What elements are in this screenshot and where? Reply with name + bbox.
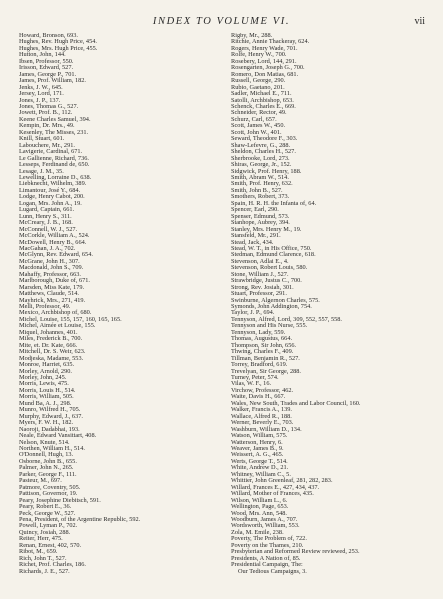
index-entry: Quincy, Josiah, 288. — [19, 528, 71, 536]
index-entry: Ribot, M., 659. — [19, 548, 58, 556]
index-entry: Presidential Campaign, The: — [231, 561, 303, 569]
index-entry: Poverty, The Problem of, 722. — [231, 535, 307, 543]
index-entry: McGrane, John H., 307. — [19, 257, 80, 265]
index-entry: Liebknecht, Wilhelm, 389. — [19, 180, 87, 188]
index-entry: Turney, Peter, 574. — [231, 374, 279, 382]
index-entry: Thompson, Sir John, 656. — [231, 341, 297, 349]
index-entry: Monroe, Harriet, 635. — [19, 361, 75, 369]
index-entry: O'Donnell, Hugh, 13. — [19, 451, 74, 459]
index-entry: Schenck, Charles E., 669. — [231, 102, 296, 110]
index-entry: Tennyson and His Nurse, 555. — [231, 322, 308, 330]
index-entry: Rosebery, Lord, 144, 291. — [231, 57, 297, 65]
index-entry: Lesseps, Ferdinand de, 650. — [19, 161, 90, 169]
index-entry: Jowett, Prof. B., 112. — [19, 109, 73, 117]
index-entry: Schurz, Carl, 657. — [231, 115, 277, 123]
index-entry: Ibsen, Professor, 550. — [19, 57, 74, 65]
index-entry: Matthews, Claude, 514. — [19, 290, 79, 298]
index-entry: Mund Ba, A. J., 298. — [19, 399, 72, 407]
index-entry: Hutton, John, 144. — [19, 51, 66, 59]
index-entry: Kempin, Dr. Mrs., 49. — [19, 122, 75, 130]
index-entry: Trevelyan, Sir George, 288. — [231, 367, 301, 375]
index-entry: Stone, William J., 527. — [231, 270, 289, 278]
index-entry: Stead, W. T., in His Office, 750. — [231, 244, 312, 252]
index-entry: Sidgwick, Prof. Henry, 188. — [231, 167, 302, 175]
index-entry: McCreary, J. B., 168. — [19, 219, 73, 227]
index-entry: Tennyson, Alfred, Lord, 309, 552, 557, 558. — [231, 315, 342, 323]
index-entry: Pena, President, of the Argentine Republic, 592. — [19, 515, 141, 523]
index-entry: Shaw-Lefevre, G., 288. — [231, 141, 291, 149]
index-entry: Morris, Lewis, 475. — [19, 380, 69, 388]
index-entry: Tennyson, Lady, 559. — [231, 328, 286, 336]
index-entry: Seward, Theodore F., 303. — [231, 135, 298, 143]
index-entry: MacGahan, J. A., 702. — [19, 244, 76, 252]
index-entry: Lunn, Henry S., 311. — [19, 212, 72, 220]
index-entry: Rich, John T., 527. — [19, 554, 67, 562]
index-entry: Smith, Prof. Henry, 632. — [231, 180, 293, 188]
index-entry: Woodburn, James A., 707. — [231, 515, 298, 523]
index-entry: Lesage, J. M., 35. — [19, 167, 64, 175]
index-entry: Walker, Francis A., 139. — [231, 406, 292, 414]
index-entry: James, George P., 701. — [19, 70, 77, 78]
index-entry: Presbyterian and Reformed Review reviewed, 253. — [231, 548, 360, 556]
index-entry: Irisson, Edward, 527. — [19, 64, 74, 72]
index-entry: Hughes, Rev. Hugh Price, 454. — [19, 38, 97, 46]
index-entry: Knill, Stuart, 601. — [19, 135, 65, 143]
index-entry: Peary, Josephine Diebitsch, 591. — [19, 496, 101, 504]
index-entry: Schneider, Rector, 49. — [231, 109, 287, 117]
index-entry: Osborne, John B., 655. — [19, 457, 77, 465]
index-entry: Reiter, Herr, 475. — [19, 535, 63, 543]
index-entry: Wellington, Page, 653. — [231, 503, 289, 511]
index-entry: Watson, William, 575. — [231, 432, 288, 440]
index-entry: Keene Charles Samuel, 394. — [19, 115, 91, 123]
index-entry: Scott, John W., 401. — [231, 128, 282, 136]
index-entry: Torrey, Bradford, 619. — [231, 361, 288, 369]
index-entry: Hughes, Mrs. Hugh Price, 455. — [19, 44, 98, 52]
index-entry: Mayhrick, Mrs., 271, 419. — [19, 296, 86, 304]
index-entry: Willard, Mother of Frances, 435. — [231, 490, 314, 498]
index-entry: Mahaffy, Professor, 663. — [19, 270, 82, 278]
index-entry: McCorkle, William A., 524. — [19, 232, 90, 240]
index-entry: Smothers, Robert, 373. — [231, 193, 290, 201]
index-entry: Renan, Ernest, 402, 570. — [19, 541, 82, 549]
index-entry: Tillman, Benjamin R., 527. — [231, 354, 300, 362]
index-entry: Stevenson, Adlai E., 4. — [231, 257, 289, 265]
index-entry: Labouchere, Mr., 291. — [19, 141, 75, 149]
index-entry: Lodge, Henry Cabot, 200. — [19, 193, 85, 201]
index-entry: Rogers, Henry Wade, 701. — [231, 44, 298, 52]
index-entry: Stead, Jack, 434. — [231, 238, 274, 246]
index-entry: Thwing, Charles F., 409. — [231, 348, 294, 356]
index-entry: Le Gallienne, Richard, 736. — [19, 154, 89, 162]
index-entry: Rigby, Mr., 288. — [231, 33, 273, 39]
index-entry: Morris, William, 505. — [19, 393, 74, 401]
index-entry: Werts, George T., 514. — [231, 457, 288, 465]
index-entry: Neale, Edward Vansittart, 408. — [19, 432, 97, 440]
index-entry: Russell, George, 290. — [231, 77, 286, 85]
index-entry: Peck, George W., 527. — [19, 509, 76, 517]
index-entry: Michel, Louise, 155, 157, 160, 165, 165. — [19, 315, 122, 323]
index-entry: Melli, Professor, 49. — [19, 303, 71, 311]
index-entry: Waite, Davis H., 667. — [231, 393, 286, 401]
index-column-left — [19, 33, 231, 575]
index-entry: Marlborough, Duke of, 671. — [19, 277, 91, 285]
index-entry: Nelson, Knute, 514. — [19, 438, 70, 446]
index-entry: Northen, William H., 514. — [19, 445, 85, 452]
index-entry: Morley, John, 245. — [19, 374, 67, 382]
index-entry: Parker, George F., 111. — [19, 470, 77, 478]
index-entry: Miles, Frederick B., 700. — [19, 335, 83, 343]
index-entry: Rosengarten, Joseph G., 700. — [231, 64, 305, 72]
index-entry: McGlynn, Rev. Edward, 654. — [19, 251, 93, 259]
index-entry: Wordsworth, William, 553. — [231, 522, 300, 530]
index-entry: Stuart, Professor, 291. — [231, 290, 287, 298]
index-entry: Swinburne, Algernon Charles, 575. — [231, 296, 320, 304]
index-entry: Wood, Mrs. Ann, 548. — [231, 509, 287, 517]
index-column-right — [231, 33, 437, 575]
index-entry: Willard, Frances E., 427, 434, 437. — [231, 483, 320, 491]
index-entry: Stevenson, Robert Louis, 580. — [231, 264, 308, 272]
index-entry: Rubio, Gaetano, 201. — [231, 83, 285, 91]
index-entry: Pattison, Governor, 19. — [19, 490, 78, 498]
index-entry: Spain, H. R. H. the Infanta of, 64. — [231, 199, 317, 207]
index-entry: Marsden, Miss Kate, 179. — [19, 283, 85, 291]
index-entry: Vilas, W. F., 16. — [231, 380, 272, 388]
index-entry: Poverty on the Thames, 210. — [231, 541, 304, 549]
index-entry: Modjeska, Madame, 553. — [19, 354, 84, 362]
index-entry: Jersey, Lord, 171. — [19, 90, 64, 98]
index-entry: White, Andrew D., 21. — [231, 464, 289, 472]
page-header — [0, 16, 443, 30]
index-entry: Jenks, J. W., 645. — [19, 83, 63, 91]
index-entry: Virchow, Professor, 462. — [231, 386, 294, 394]
index-entry: Logan, Mrs. John A., 19. — [19, 199, 82, 207]
index-entry: Werner, Beverly E., 703. — [231, 419, 294, 427]
index-entry: Sheldon, Charles H., 527. — [231, 148, 296, 156]
index-entry: Romero, Don Matias, 681. — [231, 70, 299, 78]
index-entry: Zola, M. Emile, 238. — [231, 528, 284, 536]
index-entry: Morris, Louis H., 514. — [19, 386, 76, 394]
index-entry: Macdonald, John S., 709. — [19, 264, 84, 272]
index-entry: Stedman, Edmund Clarence, 618. — [231, 251, 316, 259]
index-entry: Thomas, Augustus, 664. — [231, 335, 293, 343]
index-entry: Jones, Thomas G., 527. — [19, 102, 79, 110]
index-entry: James, Prof. William, 182. — [19, 77, 86, 85]
index-entry: Morley, Arnold, 290. — [19, 367, 72, 375]
index-entry: Richet, Prof. Charles, 186. — [19, 561, 86, 569]
index-entry: Myers, F. W. H., 182. — [19, 419, 74, 427]
index-entry: Satolli, Archbishop, 653. — [231, 96, 294, 104]
index-entry: Mitchell, Dr. S. Weir, 623. — [19, 348, 86, 356]
index-entry: Stanhope, Aubrey, 394. — [231, 219, 290, 227]
index-entry: Smith, John B., 527. — [231, 186, 283, 194]
index-entry: Lewelling, Lorraine D., 638. — [19, 173, 92, 181]
index-entry: Presidents, A Nation of, 85. — [231, 554, 301, 562]
index-entry: Richards, J. E., 527. — [19, 567, 70, 575]
index-entry: Peary, Robert E., 36. — [19, 503, 72, 511]
index-entry: Murphy, Edward, J., 637. — [19, 412, 83, 420]
index-entry: Washburn, William D., 134. — [231, 425, 302, 433]
index-entry: Lavigerie, Cardinal, 671. — [19, 148, 83, 156]
index-entry: Wilson, William L., 6. — [231, 496, 288, 504]
index-entry: Sadler, Michael E., 711. — [231, 90, 292, 98]
index-entry: McDowell, Henry B., 664. — [19, 238, 87, 246]
index-entry: Whittier, John Greenleaf, 281, 282, 283. — [231, 477, 333, 485]
index-entry: Mexico, Archbishop of, 680. — [19, 309, 92, 317]
index-entry: Stanley, Mrs. Henry M., 19. — [231, 225, 302, 233]
index-entry: Stansfeld, Mr., 291. — [231, 232, 281, 240]
index-entry: Whitney, William C., 5. — [231, 470, 291, 478]
index-entry: Patmore, Coventry, 505. — [19, 483, 81, 491]
index-entry: Kesenley, The Misses, 231. — [19, 128, 89, 136]
index-entry: Strong, Rev. Josiah, 301. — [231, 283, 294, 291]
index-entry: Mite, et. Dr. Kate, 666. — [19, 341, 78, 349]
index-entry: Naoroji, Dadabhai, 193. — [19, 425, 80, 433]
index-entry: Howard, Bronson, 693. — [19, 33, 78, 39]
index-entry: Symonds, John Addington, 754. — [231, 303, 312, 311]
index-entry: Munro, Wilfred H., 705. — [19, 406, 81, 414]
index-entry: Wales, New South, Trades and Labor Council, 160. — [231, 399, 361, 407]
index-entry: Limantour, José Y., 684. — [19, 186, 81, 194]
index-entry: Taylor, J. P., 694. — [231, 309, 275, 317]
index-entry: Palmer, John N., 265. — [19, 464, 74, 472]
index-entry: Weissert, A. G., 465. — [231, 451, 284, 459]
index-entry: Wallace, Alfred R., 188. — [231, 412, 292, 420]
index-entry: McConnell, W. J., 527. — [19, 225, 78, 233]
index-entry: Weaver, James B., 9. — [231, 445, 284, 452]
index-entry: Scott, James W., 450. — [231, 122, 286, 130]
page-title: INDEX TO VOLUME VI. — [152, 16, 291, 27]
index-entry: Strawbridge, Justus C., 700. — [231, 277, 302, 285]
index-entry: Shiras, George, Jr., 152. — [231, 161, 292, 169]
index-entry: Rolfe, Henry W., 700. — [231, 51, 287, 59]
index-entry: Miquel, Johannes, 401. — [19, 328, 78, 336]
index-entry: Watterson, Henry, 6. — [231, 438, 283, 446]
index-entry: Sherbrooke, Lord, 273. — [231, 154, 290, 162]
index-entry: Powell, Lyman P., 702. — [19, 522, 78, 530]
index-entry: Jones, J. P., 137. — [19, 96, 61, 104]
index-entry: Lugard, Captain, 661. — [19, 206, 75, 214]
index-entry: Spencer, Earl, 290. — [231, 206, 279, 214]
index-entry: Our Tedious Campaigns, 3. — [238, 567, 307, 575]
index-entry: Pasteur, M., 697. — [19, 477, 62, 485]
index-entry: Michel, Aimée et Louise, 155. — [19, 322, 96, 330]
index-entry: Ritchie, Annie Thackeray, 624. — [231, 38, 310, 46]
index-entry: Smith, Abram W., 514. — [231, 173, 289, 181]
index-entry: Spenser, Edmund, 573. — [231, 212, 290, 220]
page-number: vii — [414, 16, 425, 27]
